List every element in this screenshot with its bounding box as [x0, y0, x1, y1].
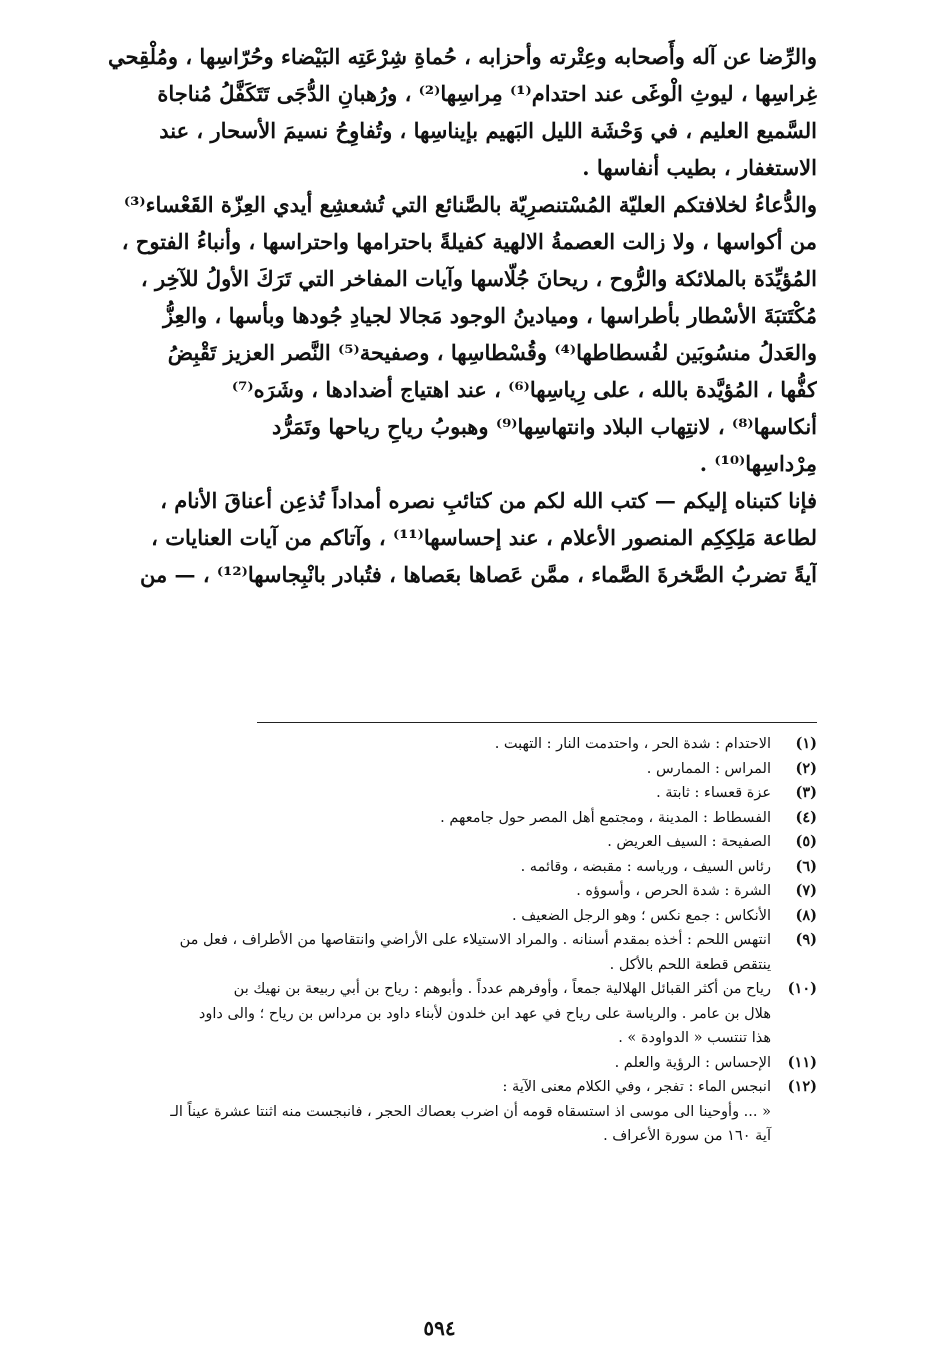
page-number: ٥٩٤: [423, 1316, 456, 1340]
text-line: والرِّضا عن آله وأَصحابه وعِتْرته وأحزابه ، حُماةِ شِرْعَتِه البَيْضاء وحُرّاسِها ، ومُلْقِحي: [108, 44, 817, 69]
footnote: [62, 732, 817, 757]
footnote: [62, 757, 817, 782]
main-text: [62, 38, 817, 593]
footnote-number: (٢): [795, 759, 817, 777]
footnote-text: الإحساس : الرؤية والعلم .: [614, 1054, 771, 1071]
footnote-text: الشرة : شدة الحرص ، وأسوؤه .: [576, 883, 771, 899]
footnote: [62, 977, 817, 1002]
text-line: فإنا كتبناه إليكم — كتب الله لكم من كتائبِ نصره أمداداً تُذعِن أعناقَ الأنام ،: [160, 488, 817, 513]
text-line: المُؤيِّدَة بالملائكة والرُّوح ، ريحانَ جُلّاسها وآيات المفاخر التي تَرَكَ الأولُ للآخِر ،: [140, 266, 817, 291]
footnote: [62, 1075, 817, 1100]
text-line: والعَدلُ منسُوبَين لفُسطاطها⁽⁴⁾ وقُسْطاسِها ، وصفيحة⁽⁵⁾ النَّصر العزيز تَقْبِضُ: [167, 340, 817, 365]
footnote-number: (١٠): [787, 980, 817, 997]
footnote: [62, 855, 817, 880]
footnote-text: رئاس السيف ، ورياسه : مقبضه ، وقائمه .: [520, 858, 771, 875]
text-line: الاستغفار ، بطيب أنفاسها .: [582, 155, 817, 180]
footnote-number: (٦): [795, 857, 817, 875]
footnote-text: عزة قعساء : ثابتة .: [656, 785, 771, 801]
footnote-text: الأنكاس : جمع نكس ؛ وهو الرجل الضعيف .: [512, 907, 771, 924]
footnote-divider: [257, 722, 817, 723]
footnote: [62, 928, 817, 953]
footnote: [62, 781, 817, 806]
text-line: غِراسِها ، ليوثِ الْوغَى عند احتدام⁽¹⁾ مِراسِها⁽²⁾ ، ورُهبانِ الدُّجَى تَتَكَفَّلُ مُناجاة: [157, 81, 817, 106]
text-line: كفُّها ، المُؤيَّدة بالله ، على رِياسِها⁽⁶⁾ ، عند اهتياج أضدادها ، وشَرَه⁽⁷⁾: [231, 377, 817, 402]
footnote-continuation: « ... وأوحينا الى موسى اذ استسقاه قومه أن اضرب بعصاك الحجر ، فانبجست منه اثنتا عشرة عيناً الـ: [170, 1103, 771, 1120]
footnote-number: (٨): [795, 906, 817, 924]
footnote: [62, 1051, 817, 1076]
footnote-number: (٩): [795, 931, 817, 948]
footnote-continuation: هذا تنتسب « الدواودة » .: [618, 1030, 771, 1046]
text-line: والدُّعاءُ لخلافتكم العليّة المُسْتنصرِيّة بالصَّنائع التي تُشعشِع أيدي العِزّة القَعْساء⁽³⁾: [123, 192, 817, 217]
text-line: مُكْتَتبَةَ الأسْطار بأطراسها ، وميادينُ الوجود مَجالا لجيادِ جُودها وبأسها ، والعِزُّ: [163, 303, 817, 328]
footnote-number: (٧): [795, 882, 817, 899]
footnote-text: الفسطاط : المدينة ، ومجتمع أهل المصر حول جامعهم .: [440, 809, 771, 826]
text-line: لطاعة مَلِكِكِم المنصور الأعلام ، عند إحساسها⁽¹¹⁾ ، وآتاكم من آيات العنايات ،: [151, 525, 817, 550]
footnote-continuation: آية ١٦٠ من سورة الأعراف .: [603, 1128, 771, 1144]
footnote-number: (٥): [795, 833, 817, 850]
footnote-number: (١): [795, 735, 817, 752]
document-page: [62, 38, 817, 1338]
footnote-text: الاحتدام : شدة الحر ، واحتدمت النار : التهبت .: [494, 736, 771, 752]
footnote: [62, 904, 817, 929]
footnote-number: (٤): [795, 808, 817, 826]
text-line: مِرْداسِها⁽¹⁰⁾ .: [699, 451, 817, 476]
footnote-number: (٣): [795, 784, 817, 801]
text-line: آيةً تضربُ الصَّخرةَ الصَّماء ، ممَّن عَصاها بعَصاها ، فتُبادر بانْبِجاسها⁽¹²⁾ ، — من: [139, 562, 817, 587]
footnote-text: المراس : الممارس .: [646, 760, 771, 777]
footnote-text: رياح من أكثر القبائل الهلالية جمعاً ، وأوفرهم عدداً . وأبوهم : رياح بن أبي ربيعة بن نهيك بن: [233, 981, 771, 997]
footnote-text: انتهس اللحم : أخذه بمقدم أسنانه . والمراد الاستيلاء على الأراضي وانتقاصها من الأطراف ، فعل من: [179, 932, 771, 948]
footnote-text: انبجس الماء : تفجر ، وفي الكلام معنى الآية :: [502, 1079, 771, 1095]
footnote: [62, 806, 817, 831]
footnote-number: (١٢): [787, 1078, 817, 1095]
footnote: [62, 879, 817, 904]
footnotes: [62, 732, 817, 1149]
text-line: السَّميع العليم ، في وَحْشَة الليل البَهيم بإيناسِها ، وتُفاوِحُ نسيمَ الأسحار ، عند: [159, 118, 817, 143]
footnote-number: (١١): [787, 1053, 817, 1071]
footnote: [62, 830, 817, 855]
text-line: أنكاسها⁽⁸⁾ ، لانتِهاب البلاد وانتهاسِها⁽⁹⁾ وهبوبُ رياحِ رياحها وتَمَرُّد: [271, 414, 817, 439]
footnote-continuation: ينتقص قطعة اللحم بالأكل .: [609, 956, 771, 973]
text-line: من أكواسها ، ولا زالت العصمةُ الالهية كفيلةً باحترامها واحتراسها ، وأنباءُ الفتوح ،: [121, 229, 817, 254]
footnote-continuation: هلال بن عامر . والرياسة على رياح في عهد ابن خلدون لأبناء داود بن مرداس بن رياح ؛ والى داود: [198, 1005, 771, 1022]
footnote-text: الصفيحة : السيف العريض .: [607, 834, 771, 850]
